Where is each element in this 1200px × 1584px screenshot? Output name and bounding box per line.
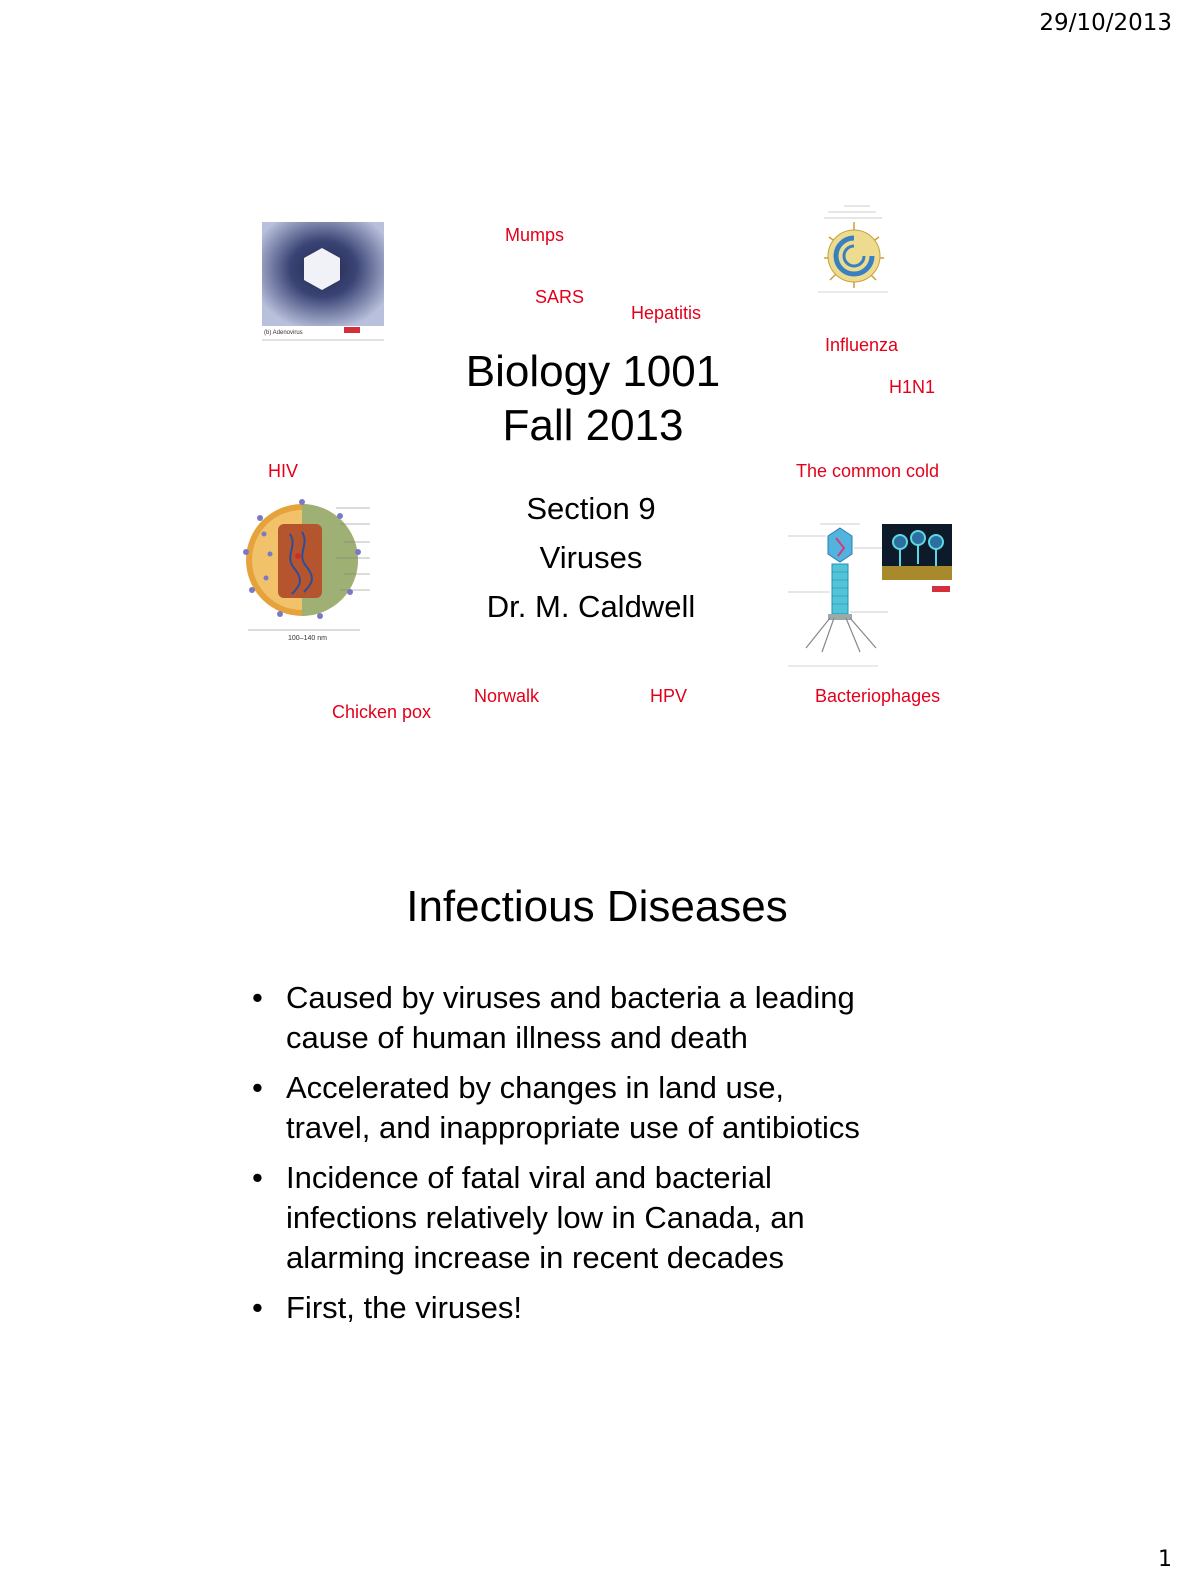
hiv-scale-label: 100–140 nm [288, 635, 327, 642]
bullet-icon: • [252, 980, 263, 1015]
bullet-icon: • [252, 1070, 263, 1105]
bullet-list [252, 978, 952, 1338]
course-title: Biology 1001 [465, 347, 721, 396]
influenza-illustration [814, 200, 892, 298]
label-h1n1: H1N1 [889, 377, 936, 397]
label-norwalk: Norwalk [474, 686, 540, 706]
label-hepatitis: Hepatitis [631, 303, 702, 323]
label-bacteriophages: Bacteriophages [815, 686, 941, 706]
course-term: Fall 2013 [502, 401, 684, 450]
label-chicken-pox: Chicken pox [332, 702, 432, 722]
instructor-label: Dr. M. Caldwell [486, 589, 696, 624]
bullet-item: • Incidence of fatal viral and bacterial infections relatively low in Canada, an alarming increase in recent decades [252, 1160, 805, 1275]
label-sars: SARS [535, 287, 585, 307]
label-hpv: HPV [650, 686, 688, 706]
label-common-cold: The common cold [796, 461, 940, 481]
print-date: 29/10/2013 [1039, 10, 1172, 36]
label-influenza: Influenza [825, 335, 899, 355]
bullet-item: • First, the viruses! [252, 1288, 952, 1328]
bullet-item: • Accelerated by changes in land use, travel, and inappropriate use of antibiotics [252, 1070, 860, 1145]
topic-label: Viruses [539, 540, 643, 575]
section-label: Section 9 [526, 491, 656, 526]
adenovirus-micrograph [260, 220, 388, 344]
svg-text:(b) Adenovirus: (b) Adenovirus [264, 330, 303, 336]
label-hiv: HIV [268, 461, 299, 481]
bullet-icon: • [252, 1160, 263, 1195]
page-number: 1 [1158, 1547, 1172, 1572]
slide-title: Infectious Diseases [406, 882, 788, 931]
title-slide [232, 186, 962, 736]
label-mumps: Mumps [505, 225, 565, 245]
bullet-item: • Caused by viruses and bacteria a leading cause of human illness and death [252, 980, 855, 1055]
bullet-icon: • [252, 1290, 263, 1325]
infectious-diseases-slide [232, 860, 962, 1380]
